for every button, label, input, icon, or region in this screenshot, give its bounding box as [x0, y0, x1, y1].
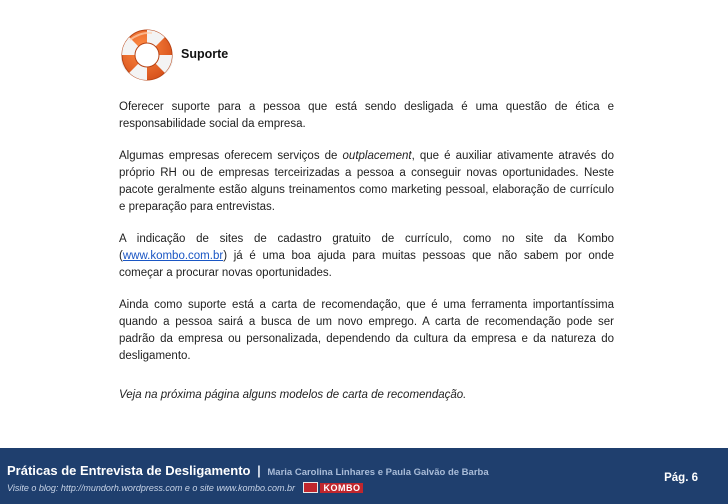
closing-note [119, 387, 614, 404]
article-body [119, 99, 614, 419]
footer-subline [7, 483, 363, 494]
kombo-logo [303, 482, 363, 493]
p3-text-end: ) já é uma boa ajuda para muitas pessoas que não sabem por onde começar a procurar novas oportunidades. [119, 250, 614, 279]
footer-bar [0, 448, 728, 504]
outplacement-term: outplacement [342, 150, 412, 162]
lifebuoy-icon [118, 26, 176, 84]
kombo-logo-icon [303, 482, 318, 493]
footer-authors: Maria Carolina Linhares e Paula Galvão de Barba [267, 467, 489, 478]
paragraph-curriculum-sites [119, 231, 614, 282]
paragraph-outplacement [119, 148, 614, 216]
paragraph-recommendation-letter: Ainda como suporte está a carta de recomendação, que é uma ferramenta importantíssima quando a pessoa sairá a busca de um novo emprego. A carta de recomendação pode ser padrão da empresa ou personalizada, dependendo da cultura da empresa e da natureza do desligamento. [119, 299, 614, 362]
p2-text-start: Algumas empresas oferecem serviços de [119, 150, 343, 162]
p2-text-end: , que é auxiliar ativamente através do próprio RH ou de empresas terceirizadas a pessoa a conseguir novas oportunidades. Neste pacote geralmente estão alguns treinamentos como marketing pessoal, elaboração de currículo e preparação para entrevistas. [119, 150, 614, 213]
page-title: Suporte [181, 47, 229, 61]
closing-text: Veja na próxima página alguns modelos de carta de recomendação. [119, 389, 467, 401]
paragraph-ethics: Oferecer suporte para a pessoa que está sendo desligada é uma questão de ética e responsabilidade social da empresa. [119, 101, 614, 130]
kombo-logo-text: KOMBO [320, 483, 363, 493]
footer-title: Práticas de Entrevista de Desligamento [7, 463, 251, 478]
p3-text-start: A indicação de sites de cadastro gratuito de currículo, como no site da Kombo ( [119, 233, 614, 262]
kombo-link[interactable]: www.kombo.com.br [122, 250, 224, 262]
footer-title-line [7, 463, 489, 478]
page-number: Pág. 6 [664, 472, 698, 484]
footer-visit-text: Visite o blog: http://mundorh.wordpress.com e o site www.kombo.com.br [7, 483, 295, 493]
footer-separator: | [257, 463, 261, 478]
